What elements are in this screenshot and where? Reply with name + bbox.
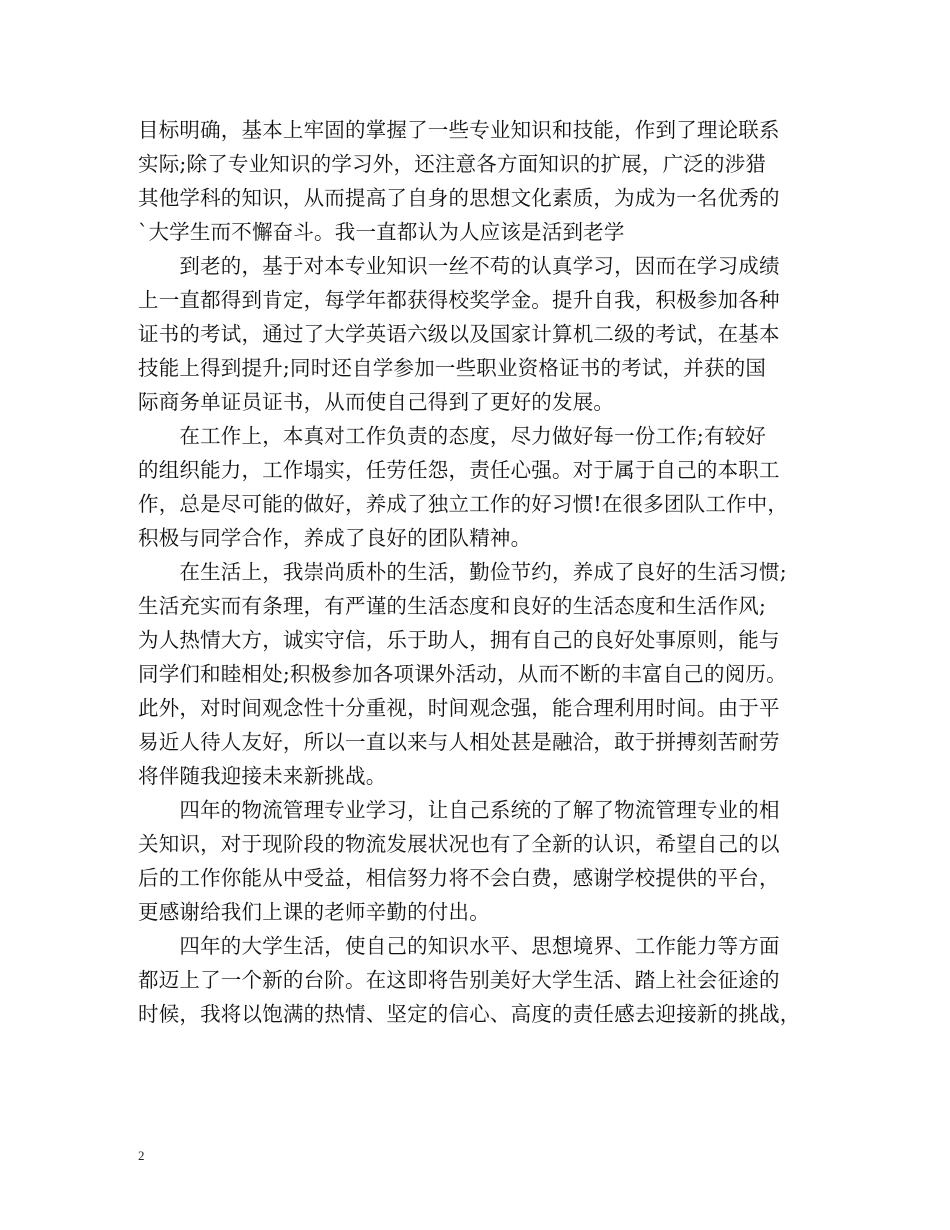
text-line: 在工作上，本真对工作负责的态度，尽力做好每一份工作;有较好 — [138, 424, 767, 448]
text-line: 关知识，对于现阶段的物流发展状况也有了全新的认识，希望自己的以 — [138, 832, 780, 856]
text-line: 易近人待人友好，所以一直以来与人相处甚是融洽，敢于拼搏刻苦耐劳 — [138, 730, 780, 754]
text-line: 四年的物流管理专业学习，让自己系统的了解了物流管理专业的相 — [138, 798, 780, 822]
text-line: 将伴随我迎接未来新挑战。 — [138, 764, 387, 788]
text-line: `大学生而不懈奋斗。我一直都认为人应该是活到老学 — [138, 220, 625, 244]
text-line: 积极与同学合作，养成了良好的团队精神。 — [138, 526, 532, 550]
text-line: 四年的大学生活，使自己的知识水平、思想境界、工作能力等方面 — [138, 934, 780, 958]
text-line: 作，总是尽可能的做好，养成了独立工作的好习惯!在很多团队工作中， — [138, 492, 789, 516]
text-line: 同学们和睦相处;积极参加各项课外活动，从而不断的丰富自己的阅历。 — [138, 662, 787, 686]
text-line: 技能上得到提升;同时还自学参加一些职业资格证书的考试，并获的国 — [138, 356, 767, 380]
text-line: 目标明确，基本上牢固的掌握了一些专业知识和技能，作到了理论联系 — [138, 118, 780, 142]
text-line: 在生活上，我崇尚质朴的生活，勤俭节约，养成了良好的生活习惯; — [138, 560, 787, 584]
text-line: 后的工作你能从中受益，相信努力将不会白费，感谢学校提供的平台， — [138, 866, 780, 890]
text-line: 上一直都得到肯定，每学年都获得校奖学金。提升自我，积极参加各种 — [138, 288, 780, 312]
text-line: 的组织能力，工作塌实，任劳任怨，责任心强。对于属于自己的本职工 — [138, 458, 780, 482]
text-line: 到老的，基于对本专业知识一丝不苟的认真学习，因而在学习成绩 — [138, 254, 780, 278]
text-line: 其他学科的知识，从而提高了自身的思想文化素质，为成为一名优秀的 — [138, 186, 780, 210]
text-line: 生活充实而有条理，有严谨的生活态度和良好的生活态度和生活作风; — [138, 594, 767, 618]
page-number: 2 — [138, 1148, 145, 1163]
text-line: 实际;除了专业知识的学习外，还注意各方面知识的扩展，广泛的涉猎 — [138, 152, 767, 176]
text-line: 更感谢给我们上课的老师辛勤的付出。 — [138, 900, 490, 924]
text-line: 此外，对时间观念性十分重视，时间观念强，能合理利用时间。由于平 — [138, 696, 780, 720]
text-line: 都迈上了一个新的台阶。在这即将告别美好大学生活、踏上社会征途的 — [138, 968, 780, 992]
text-line: 为人热情大方，诚实守信，乐于助人，拥有自己的良好处事原则，能与 — [138, 628, 780, 652]
text-line: 证书的考试，通过了大学英语六级以及国家计算机二级的考试，在基本 — [138, 322, 780, 346]
text-line: 时候，我将以饱满的热情、坚定的信心、高度的责任感去迎接新的挑战， — [138, 1002, 801, 1026]
text-line: 际商务单证员证书，从而使自己得到了更好的发展。 — [138, 390, 615, 414]
